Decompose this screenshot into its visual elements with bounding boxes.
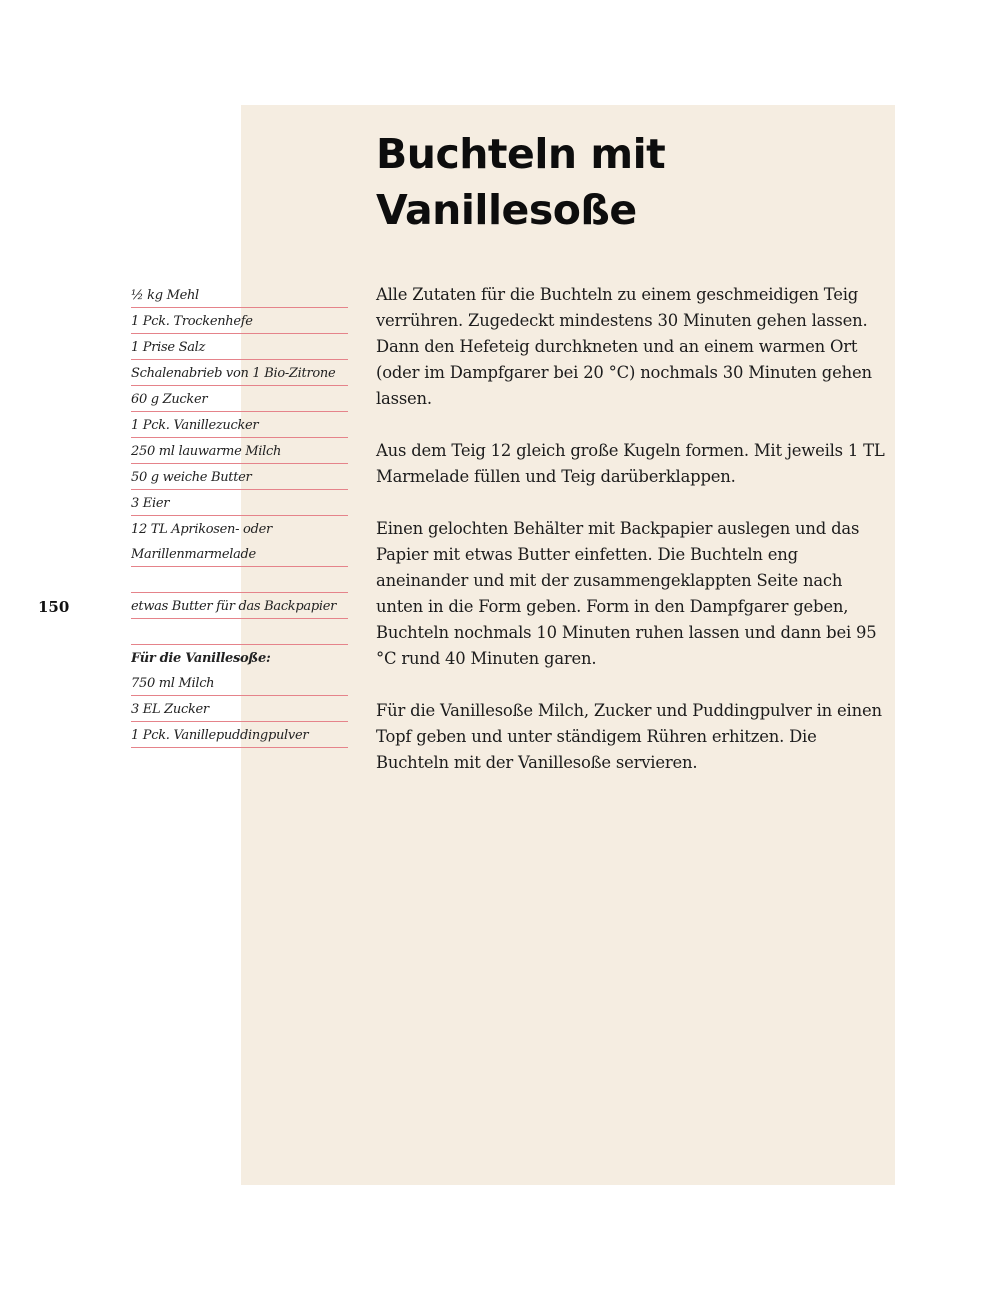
ingredient-item: 1 Pck. Vanillezucker — [131, 412, 348, 438]
ingredient-item: 1 Pck. Trockenhefe — [131, 308, 348, 334]
ingredient-item: 12 TL Aprikosen- oder — [131, 522, 272, 537]
ingredient-item: Schalenabrieb von 1 Bio-Zitrone — [131, 360, 348, 386]
instruction-paragraph: Einen gelochten Behälter mit Backpapier auslegen und das Papier mit etwas Butter einfetten. Die Buchteln eng aneinander und mit der zusammengeklappten Seite nach unten in die Form geben. Form in den Dampfgarer geben, Buchteln nochmals 10 Minuten ruhen lassen und dann bei 95 °C rund 40 Minuten garen. — [376, 519, 877, 668]
instruction-paragraph: Aus dem Teig 12 gleich große Kugeln formen. Mit jeweils 1 TL Marmelade füllen und Teig darüberklappen. — [376, 441, 885, 486]
ingredient-item: 60 g Zucker — [131, 386, 348, 412]
instruction-paragraph: Für die Vanillesoße Milch, Zucker und Puddingpulver in einen Topf geben und unter ständigem Rühren erhitzen. Die Buchteln mit der Vanillesoße servieren. — [376, 701, 882, 772]
ingredient-item: ½ kg Mehl — [131, 282, 348, 308]
ingredient-item: 3 EL Zucker — [131, 696, 348, 722]
recipe-title-line-2: Vanillesoße — [376, 186, 637, 234]
sauce-heading: Für die Vanillesoße: — [131, 651, 271, 666]
ingredient-item: etwas Butter für das Backpapier — [131, 593, 348, 619]
page-number: 150 — [38, 598, 70, 616]
ingredient-item: 1 Prise Salz — [131, 334, 348, 360]
ingredient-item: 3 Eier — [131, 490, 348, 516]
ingredient-item: Marillenmarmelade — [131, 541, 348, 567]
ingredient-item: 1 Pck. Vanillepuddingpulver — [131, 722, 348, 748]
ingredient-item: 50 g weiche Butter — [131, 464, 348, 490]
ingredient-spacer — [131, 567, 348, 593]
ingredient-list — [131, 282, 348, 748]
instructions — [376, 282, 886, 802]
ingredient-item: 750 ml Milch — [131, 670, 348, 696]
instruction-paragraph: Alle Zutaten für die Buchteln zu einem geschmeidigen Teig verrühren. Zugedeckt mindestens 30 Minuten gehen lassen. Dann den Hefeteig durchkneten und an einem warmen Ort (oder im Dampfgarer bei 20 °C) nochmals 30 Minuten gehen lassen. — [376, 285, 872, 408]
recipe-title — [376, 126, 876, 238]
ingredient-item: 250 ml lauwarme Milch — [131, 438, 348, 464]
recipe-title-line-1: Buchteln mit — [376, 130, 666, 178]
ingredient-spacer — [131, 619, 348, 645]
